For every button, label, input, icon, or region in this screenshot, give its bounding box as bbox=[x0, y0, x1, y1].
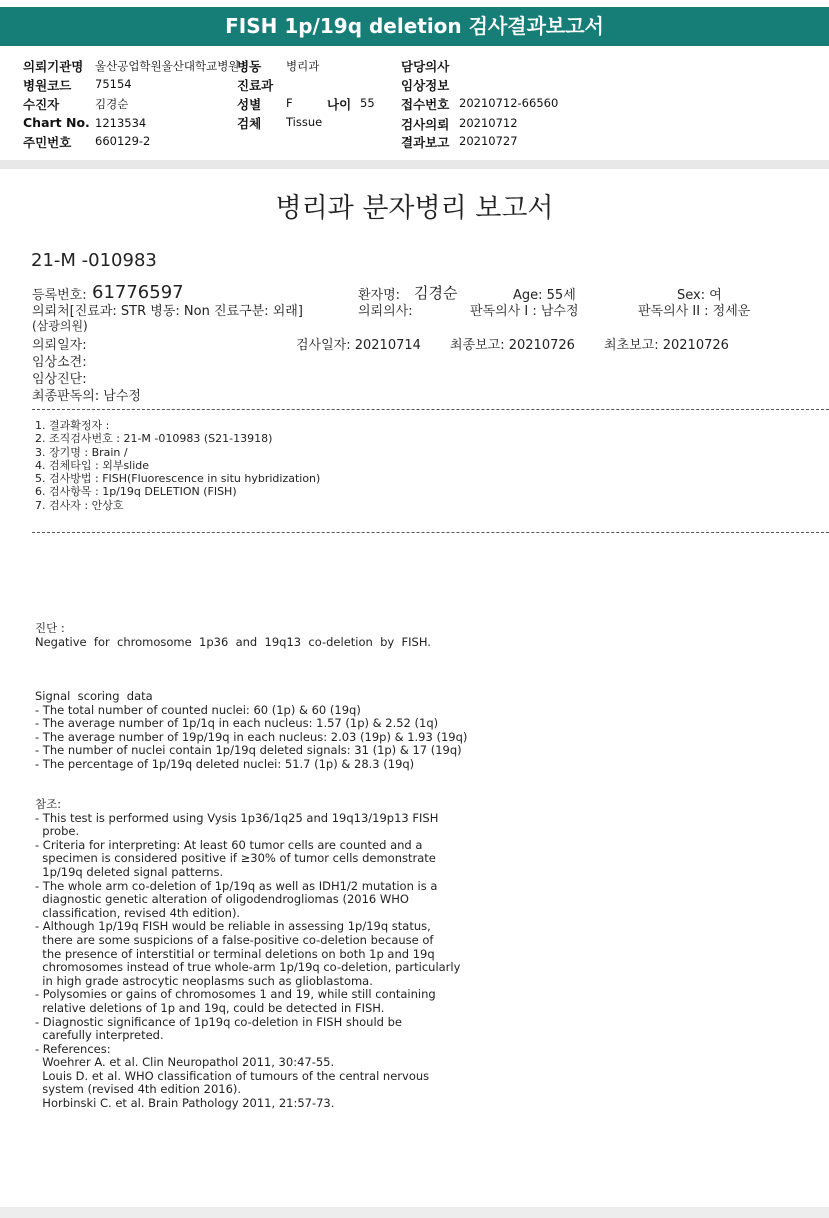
request-value: 20210712 bbox=[459, 116, 518, 130]
sex-text: Sex: 여 bbox=[677, 288, 722, 303]
specimen-value: Tissue bbox=[286, 115, 323, 129]
result-value: 20210727 bbox=[459, 134, 518, 148]
signal-line: - The average number of 19p/19q in each nucleus: 2.03 (19p) & 1.93 (19q) bbox=[35, 729, 468, 744]
item-line: 1. 결과확정자 : bbox=[35, 419, 110, 432]
report-items bbox=[35, 419, 320, 512]
item-line: 7. 검사자 : 안상호 bbox=[35, 498, 124, 512]
dashed-divider bbox=[32, 409, 829, 410]
sex-label: 성별 bbox=[237, 97, 262, 112]
case-number: 21-M -010983 bbox=[31, 250, 157, 271]
sex-value: F bbox=[286, 96, 293, 110]
dashed-divider bbox=[32, 532, 829, 533]
patient-name-label: 환자명: bbox=[358, 288, 401, 303]
signal-line: - The percentage of 1p/19q deleted nuclei: 51.7 (1p) & 28.3 (19q) bbox=[35, 756, 415, 771]
receipt-value: 20210712-66560 bbox=[459, 96, 559, 110]
requesting-doctor: 의뢰의사: bbox=[358, 304, 413, 319]
diagnosis-text: Negative for chromosome 1p36 and 19q13 co-deletion by FISH. bbox=[35, 634, 431, 649]
receipt-label: 접수번호 bbox=[401, 97, 450, 112]
note-line: - Criteria for interpreting: At least 60 tumor cells are counted and a bbox=[35, 837, 423, 852]
patient-name-value: 김경순 bbox=[414, 284, 458, 302]
chart-value: 1213534 bbox=[95, 116, 147, 130]
item-line: 6. 검사항목 : 1p/19q DELETION (FISH) bbox=[35, 485, 237, 499]
note-line: in high grade astrocytic neoplasms such as glioblastoma. bbox=[35, 973, 373, 988]
note-line: probe. bbox=[35, 824, 80, 839]
age-label: 나이 bbox=[327, 97, 352, 112]
clinical-label: 임상정보 bbox=[401, 78, 450, 93]
result-label: 결과보고 bbox=[401, 135, 450, 150]
pathologist-2: 판독의사 II : 정세운 bbox=[638, 304, 751, 319]
dept-label: 진료과 bbox=[237, 78, 274, 93]
request-date: 의뢰일자: bbox=[32, 338, 87, 353]
note-line: - Polysomies or gains of chromosomes 1 and 19, while still containing bbox=[35, 987, 436, 1002]
signal-line: - The number of nuclei contain 1p/19q deleted signals: 31 (1p) & 17 (19q) bbox=[35, 743, 462, 758]
final-report-date: 최종보고: 20210726 bbox=[450, 338, 575, 353]
first-report-date: 최초보고: 20210726 bbox=[604, 338, 729, 353]
pathologist-1: 판독의사 I : 남수정 bbox=[470, 304, 579, 319]
signal-heading: Signal scoring data bbox=[35, 689, 153, 703]
signal-line: - The average number of 1p/1q in each nucleus: 1.57 (1p) & 2.52 (1q) bbox=[35, 716, 439, 731]
diagnosis-label: 진단 : bbox=[35, 621, 65, 635]
ward-value: 병리과 bbox=[286, 59, 320, 73]
section-separator bbox=[0, 160, 829, 169]
note-line: Louis D. et al. WHO classification of tumours of the central nervous bbox=[35, 1068, 430, 1083]
note-line: - Diagnostic significance of 1p19q co-deletion in FISH should be bbox=[35, 1014, 403, 1029]
age-text: Age: 55세 bbox=[513, 288, 576, 303]
requester-sub: (삼광의원) bbox=[32, 319, 88, 333]
code-value: 75154 bbox=[95, 77, 132, 91]
ssn-label: 주민번호 bbox=[23, 135, 72, 150]
request-label: 검사의뢰 bbox=[401, 117, 450, 132]
final-reader: 최종판독의: 남수정 bbox=[32, 389, 141, 404]
hospital-label: 의뢰기관명 bbox=[23, 59, 84, 74]
note-line: - Although 1p/19q FISH would be reliable in assessing 1p/19q status, bbox=[35, 919, 431, 934]
note-line: 1p/19q deleted signal patterns. bbox=[35, 864, 224, 879]
code-label: 병원코드 bbox=[23, 78, 72, 93]
note-line: classification, revised 4th edition). bbox=[35, 905, 241, 920]
item-line: 5. 검사방법 : FISH(Fluorescence in situ hybridization) bbox=[35, 472, 321, 486]
patient-label: 수진자 bbox=[23, 97, 60, 112]
note-line: relative deletions of 1p and 19q, could be detected in FISH. bbox=[35, 1000, 385, 1015]
registration-value: 61776597 bbox=[92, 282, 184, 303]
notes-section bbox=[35, 798, 460, 1111]
exam-date: 검사일자: 20210714 bbox=[296, 338, 421, 353]
clinical-diagnosis: 임상진단: bbox=[32, 372, 87, 387]
note-line: Horbinski C. et al. Brain Pathology 2011, 21:57-73. bbox=[35, 1096, 335, 1111]
note-line: Woehrer A. et al. Clin Neuropathol 2011, 30:47-55. bbox=[35, 1055, 335, 1070]
notes-heading: 참조: bbox=[35, 797, 62, 811]
report-heading: 병리과 분자병리 보고서 bbox=[275, 193, 554, 224]
hospital-value: 울산공업학원울산대학교병원 bbox=[95, 59, 240, 73]
signal-line: - The total number of counted nuclei: 60 (1p) & 60 (19q) bbox=[35, 702, 361, 717]
chart-label: Chart No. bbox=[23, 115, 90, 130]
note-line: the presence of interstitial or terminal deletions on both 1p and 19q bbox=[35, 946, 435, 961]
note-line: there are some suspicions of a false-positive co-deletion because of bbox=[35, 932, 434, 947]
report-title-bar: FISH 1p/19q deletion 검사결과보고서 bbox=[0, 7, 829, 46]
bottom-separator bbox=[0, 1207, 829, 1218]
note-line: diagnostic genetic alteration of oligodendrogliomas (2016 WHO bbox=[35, 892, 409, 907]
note-line: system (revised 4th edition 2016). bbox=[35, 1082, 242, 1097]
age-value: 55 bbox=[360, 96, 375, 110]
requester-line: 의뢰처[진료과: STR 병동: Non 진료구분: 외래] bbox=[32, 304, 303, 319]
note-line: - The whole arm co-deletion of 1p/19q as well as IDH1/2 mutation is a bbox=[35, 878, 438, 893]
signal-section bbox=[35, 690, 467, 772]
item-line: 4. 검체타입 : 외부slide bbox=[35, 458, 150, 472]
specimen-label: 검체 bbox=[237, 116, 262, 131]
ward-label: 병동 bbox=[237, 59, 262, 74]
note-line: - This test is performed using Vysis 1p36/1q25 and 19q13/19p13 FISH bbox=[35, 810, 439, 825]
item-line: 2. 조직검사번호 : 21-M -010983 (S21-13918) bbox=[35, 432, 273, 446]
doctor-label: 담당의사 bbox=[401, 59, 450, 74]
note-line: carefully interpreted. bbox=[35, 1028, 164, 1043]
note-line: specimen is considered positive if ≥30% of tumor cells demonstrate bbox=[35, 851, 436, 866]
clinical-findings: 임상소견: bbox=[32, 355, 87, 370]
note-line: - References: bbox=[35, 1041, 111, 1056]
ssn-value: 660129-2 bbox=[95, 134, 151, 148]
item-line: 3. 장기명 : Brain / bbox=[35, 445, 128, 459]
patient-value: 김경순 bbox=[95, 97, 129, 111]
diagnosis-section bbox=[35, 622, 431, 649]
registration-label: 등록번호: bbox=[32, 288, 87, 303]
note-line: chromosomes instead of true whole-arm 1p/19q co-deletion, particularly bbox=[35, 960, 461, 975]
